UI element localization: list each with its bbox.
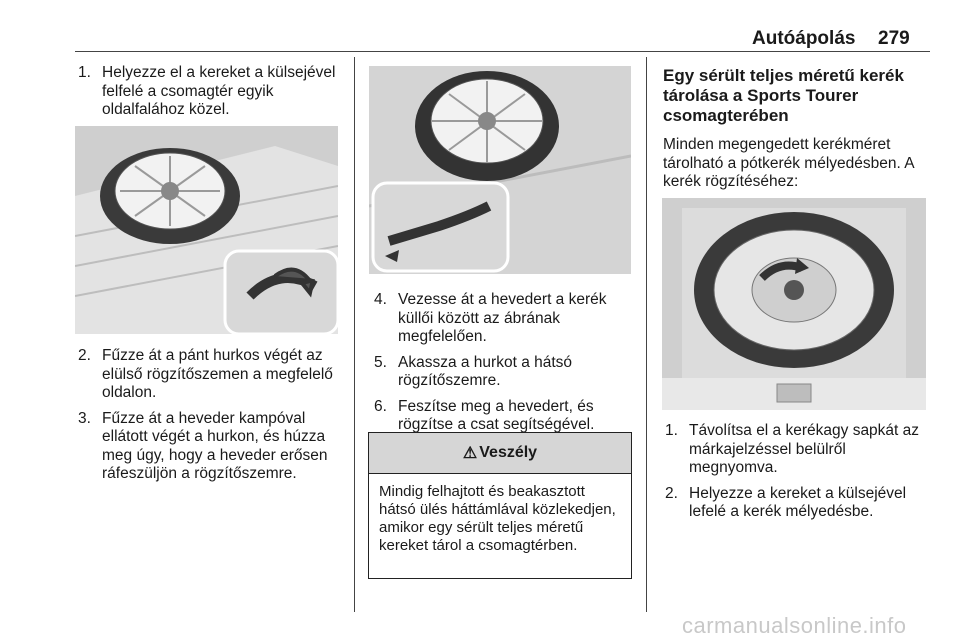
list-item: 3. Fűzze át a heveder kampóval ellátott végét a hurkon, és húzza meg úgy, hogy a heveder erősen ráfeszüljön a rögzítőszemre. [78,409,328,482]
column-1-top [78,64,348,127]
list-item: 6. Feszítse meg a hevedert, és rögzítse a csat segítségével. [374,397,595,433]
danger-box [368,432,632,579]
list-item: 4. Vezesse át a hevedert a kerék küllői között az ábrának megfelelően. [374,291,607,345]
figure-strap-through-spokes [369,66,631,274]
column-divider-2 [646,57,647,612]
section-heading: Egy sérült teljes méretű kerék tárolása a Sports Tourer csomagterében [663,66,904,125]
column-3-top [663,66,933,192]
figure-wheel-well [662,198,926,410]
list-item: 2. Helyezze a kereket a külsejével lefelé a kerék mélyedésbe. [665,484,907,520]
page-number: 279 [878,28,910,49]
watermark: carmanualsonline.info [682,613,907,638]
header-divider [75,51,930,52]
column-1-bottom [78,347,350,491]
section-intro: Minden megengedett kerékméret tárolható a pótkerék mélyedésben. A kerék rögzítéséhez: [663,136,914,190]
column-divider-1 [354,57,355,612]
page-title: Autóápolás [752,28,856,49]
column-3-steps [665,422,935,529]
warning-triangle-icon: ⚠ [462,445,478,462]
danger-header [369,433,631,474]
list-item: 1. Helyezze el a kereket a külsejével felfelé a csomagtér egyik oldalfalához közel. [78,64,336,118]
list-item: 2. Fűzze át a pánt hurkos végét az elülső rögzítőszemen a megfelelő oldalon. [78,347,333,401]
list-item: 1. Távolítsa el a kerékagy sapkát az márkajelzéssel belülről megnyomva. [665,422,920,476]
page-header [0,24,960,52]
column-2-steps [374,291,636,442]
list-item: 5. Akassza a hurkot a hátsó rögzítőszemre. [374,353,573,389]
danger-title: Veszély [479,444,538,461]
figure-spare-wheel-trunk [75,126,338,334]
danger-text: Mindig felhajtott és beakasztott hátsó ülés háttámlával közlekedjen, amikor egy sérült teljes méretű kereket tárol a csomagtérben. [379,483,616,554]
